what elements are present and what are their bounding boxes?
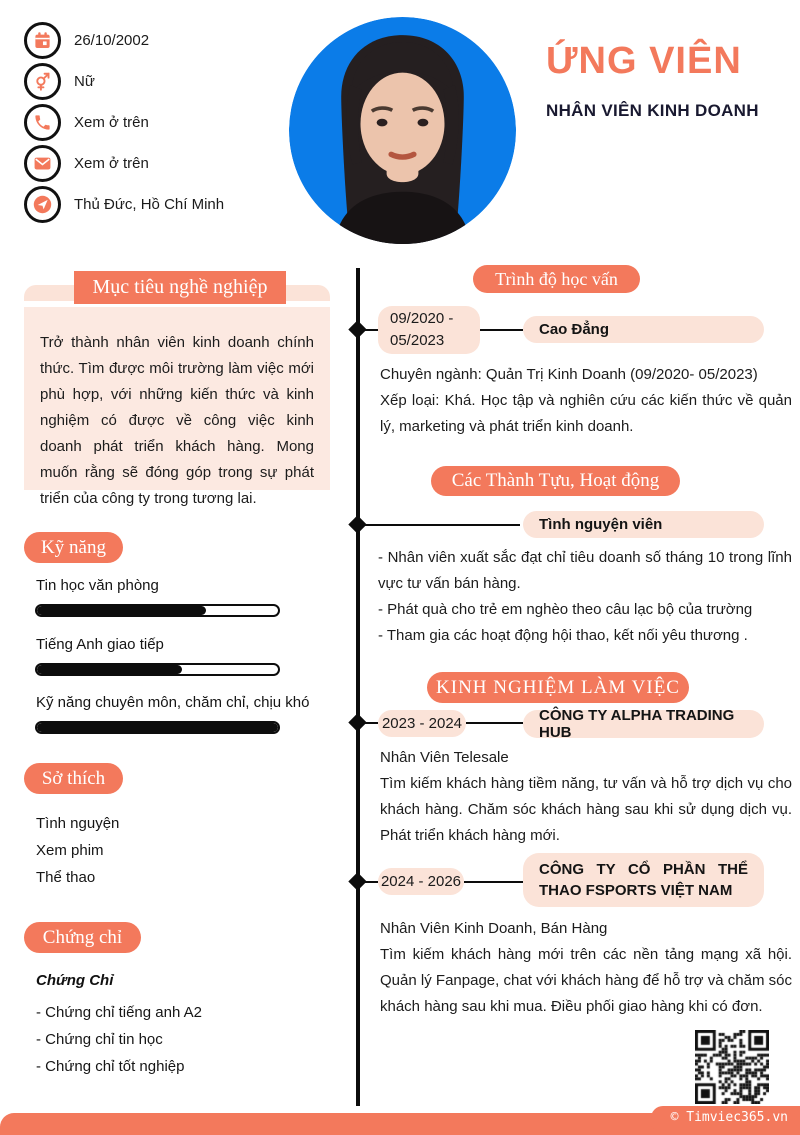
phone-label: Xem ở trên: [74, 113, 149, 131]
education-heading: Trình độ học vấn: [473, 265, 640, 293]
certificates-heading: Chứng chỉ: [24, 922, 141, 953]
location-icon: [24, 186, 61, 223]
hobby-item: Tình nguyện: [36, 815, 120, 832]
certificate-item: - Chứng chỉ tiếng anh A2: [36, 1004, 202, 1021]
achievement-item: - Phát quà cho trẻ em nghèo theo câu lạc bộ của trường: [378, 601, 753, 618]
job-body: [380, 916, 792, 1020]
job-role: Nhân Viên Telesale: [380, 749, 509, 766]
timeline-connector: [362, 524, 520, 526]
timeline-connector: [362, 722, 378, 724]
skill-bar-fill: [37, 665, 182, 674]
contact-row-birthdate: [24, 21, 149, 59]
certificate-item: - Chứng chỉ tin học: [36, 1031, 163, 1048]
education-major: Chuyên ngành: Quản Trị Kinh Doanh (09/2020- 05/2023): [380, 366, 758, 383]
skill-label: Tin học văn phòng: [36, 577, 159, 594]
job-date: 2023 - 2024: [378, 710, 466, 737]
achievement-item: - Nhân viên xuất sắc đạt chỉ tiêu doanh số tháng 10 trong lĩnh vực tư vấn bán hàng.: [378, 549, 792, 592]
objective-body: Trở thành nhân viên kinh doanh chính thức. Tìm được môi trường làm việc mới phù hợp, với những kiến thức và kinh nghiệm có được về công việc kinh doanh phát triển khách hàng. Mong muốn rằng sẽ đóng góp trong sự phát triển của công ty trong tương lai.: [24, 307, 330, 490]
achievements-heading: Các Thành Tựu, Hoạt động: [431, 466, 680, 496]
skill-label: Tiếng Anh giao tiếp: [36, 636, 164, 653]
job-description: Tìm kiếm khách hàng tiềm năng, tư vấn và hỗ trợ dịch vụ cho khách hàng. Chăm sóc khách hàng sau khi sử dụng dịch vụ. Phát triển khách hàng mới.: [380, 775, 792, 844]
job-company: CÔNG TY ALPHA TRADING HUB: [523, 710, 764, 738]
hobbies-heading: Sở thích: [24, 763, 123, 794]
timeline-connector: [362, 329, 378, 331]
skill-bar-fill: [37, 606, 206, 615]
education-body: [380, 362, 792, 440]
phone-icon: [24, 104, 61, 141]
job-role: Nhân Viên Kinh Doanh, Bán Hàng: [380, 920, 608, 937]
certificates-subheading: Chứng Chỉ: [36, 972, 114, 989]
avatar: [289, 17, 516, 244]
achievements-title: Tình nguyện viên: [523, 511, 764, 538]
education-degree: Cao Đẳng: [523, 316, 764, 343]
experience-heading: KINH NGHIỆM LÀM VIỆC: [427, 672, 689, 703]
candidate-title: ỨNG VIÊN: [546, 40, 742, 82]
job-description: Tìm kiếm khách hàng mới trên các nền tảng mạng xã hội. Quản lý Fanpage, chat với khách hàng để hỗ trợ và chăm sóc khách hàng sau khi mua. Điều phối giao hàng khi có đơn.: [380, 946, 792, 1015]
timeline-connector: [362, 881, 378, 883]
hobby-item: Thể thao: [36, 869, 96, 886]
education-date: 09/2020 - 05/2023: [378, 306, 480, 354]
gender-label: Nữ: [74, 72, 95, 90]
achievement-item: - Tham gia các hoạt động hội thao, kết nối yêu thương .: [378, 627, 748, 644]
address-label: Thủ Đức, Hồ Chí Minh: [74, 195, 225, 213]
job-body: [380, 745, 792, 849]
skill-bar: [35, 663, 280, 676]
contact-row-phone: [24, 103, 149, 141]
job-company: CÔNG TY CỔ PHẦN THỂ THAO FSPORTS VIỆT NAM: [523, 853, 764, 907]
email-label: Xem ở trên: [74, 154, 149, 172]
calendar-icon: [24, 22, 61, 59]
job-date: 2024 - 2026: [378, 868, 464, 895]
timeline-connector: [480, 329, 523, 331]
timeline-connector: [466, 722, 523, 724]
skill-bar: [35, 721, 280, 734]
footer-copyright: © Timviec365.vn: [651, 1106, 800, 1129]
skills-heading: Kỹ năng: [24, 532, 123, 563]
skill-label: Kỹ năng chuyên môn, chăm chỉ, chịu khó: [36, 694, 310, 711]
certificate-item: - Chứng chỉ tốt nghiệp: [36, 1058, 185, 1075]
contact-row-gender: [24, 62, 95, 100]
certificates-list: [36, 999, 202, 1080]
hobbies-list: [36, 810, 119, 891]
mail-icon: [24, 145, 61, 182]
education-detail: Xếp loại: Khá. Học tập và nghiên cứu các kiến thức về quản lý, marketing và phát triển kinh doanh.: [380, 392, 792, 435]
contact-row-email: [24, 144, 149, 182]
gender-icon: [24, 63, 61, 100]
skill-bar-fill: [37, 723, 278, 732]
skill-bar: [35, 604, 280, 617]
birthdate-label: 26/10/2002: [74, 31, 150, 49]
timeline-connector: [464, 881, 523, 883]
candidate-position: NHÂN VIÊN KINH DOANH: [546, 101, 759, 120]
achievements-body: [378, 545, 792, 649]
objective-heading: Mục tiêu nghề nghiệp: [74, 271, 286, 304]
hobby-item: Xem phim: [36, 842, 104, 859]
qr-code: [695, 1030, 769, 1104]
timeline-line: [356, 268, 360, 1106]
contact-row-address: [24, 185, 224, 223]
